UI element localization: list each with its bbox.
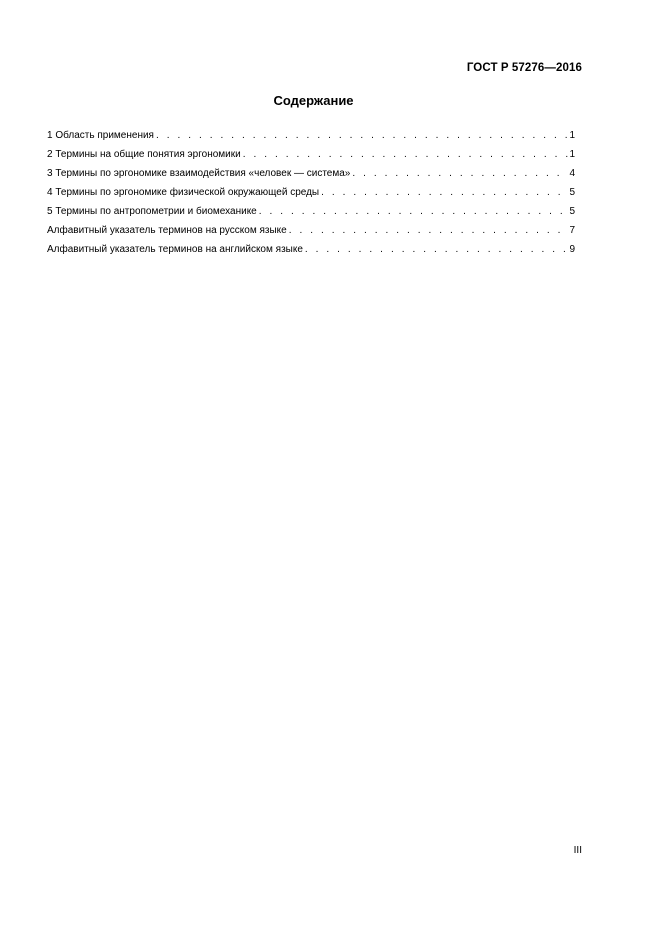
toc-leader-dots xyxy=(352,164,568,183)
toc-entry-label: Алфавитный указатель терминов на английском языке xyxy=(47,244,303,255)
toc-entry-page: 1 xyxy=(569,149,575,160)
toc-entry-page: 5 xyxy=(569,187,575,198)
toc-title: Содержание xyxy=(273,93,354,108)
toc-entry[interactable] xyxy=(47,145,575,164)
toc-entry-label: 5 Термины по антропометрии и биомеханике xyxy=(47,206,257,217)
toc-entry-label: Алфавитный указатель терминов на русском языке xyxy=(47,225,287,236)
toc-entry-label: 4 Термины по эргономике физической окружающей среды xyxy=(47,187,320,198)
toc-entry-label: 3 Термины по эргономике взаимодействия «человек — система» xyxy=(47,168,351,179)
toc-entry[interactable] xyxy=(47,126,575,145)
toc-entry[interactable] xyxy=(47,164,575,183)
toc-entry-page: 7 xyxy=(569,225,575,236)
toc-entry-label: 1 Область применения xyxy=(47,130,154,141)
toc-leader-dots xyxy=(305,240,569,259)
document-code: ГОСТ Р 57276—2016 xyxy=(466,62,582,74)
toc-leader-dots xyxy=(289,221,569,240)
toc-entry-page: 1 xyxy=(569,130,575,141)
table-of-contents xyxy=(47,126,575,259)
toc-entry[interactable] xyxy=(47,202,575,221)
toc-entry[interactable] xyxy=(47,240,575,259)
toc-entry-label: 2 Термины на общие понятия эргономики xyxy=(47,149,241,160)
toc-entry[interactable] xyxy=(47,221,575,240)
toc-leader-dots xyxy=(156,126,568,145)
toc-leader-dots xyxy=(259,202,569,221)
toc-leader-dots xyxy=(321,183,568,202)
toc-entry[interactable] xyxy=(47,183,575,202)
toc-entry-page: 9 xyxy=(569,244,575,255)
toc-leader-dots xyxy=(243,145,569,164)
page-number: III xyxy=(573,845,582,856)
toc-entry-page: 5 xyxy=(569,206,575,217)
toc-entry-page: 4 xyxy=(569,168,575,179)
